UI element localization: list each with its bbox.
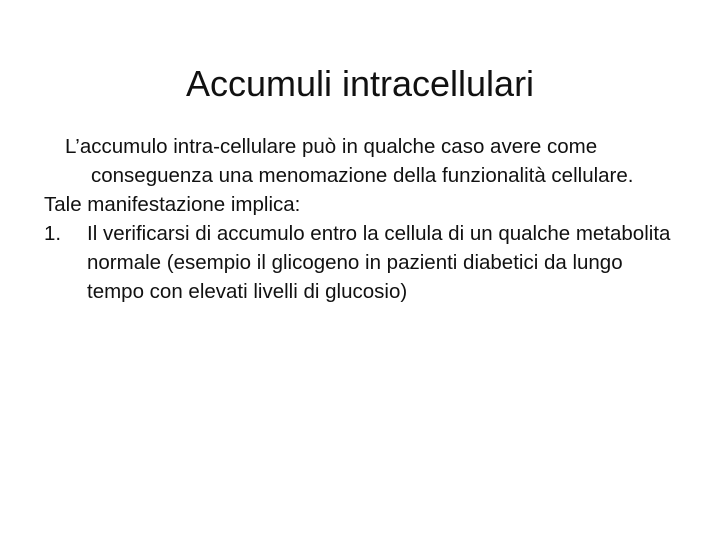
list-item-number: 1. (44, 222, 62, 245)
intro-paragraph: L’accumulo intra-cellulare può in qualche caso avere come conseguenza una menomazione della funzionalità cellulare. (65, 135, 634, 187)
lead-text: Tale manifestazione implica: (44, 193, 301, 216)
list-item-text: Il verificarsi di accumulo entro la cellula di un qualche metabolita normale (esempio il glicogeno in pazienti diabetici da lungo tempo con elevati livelli di glucosio) (87, 222, 671, 303)
slide-title: Accumuli intracellulari (185, 63, 535, 104)
slide-body (44, 132, 684, 306)
list-item (44, 219, 684, 306)
numbered-list (44, 219, 684, 306)
